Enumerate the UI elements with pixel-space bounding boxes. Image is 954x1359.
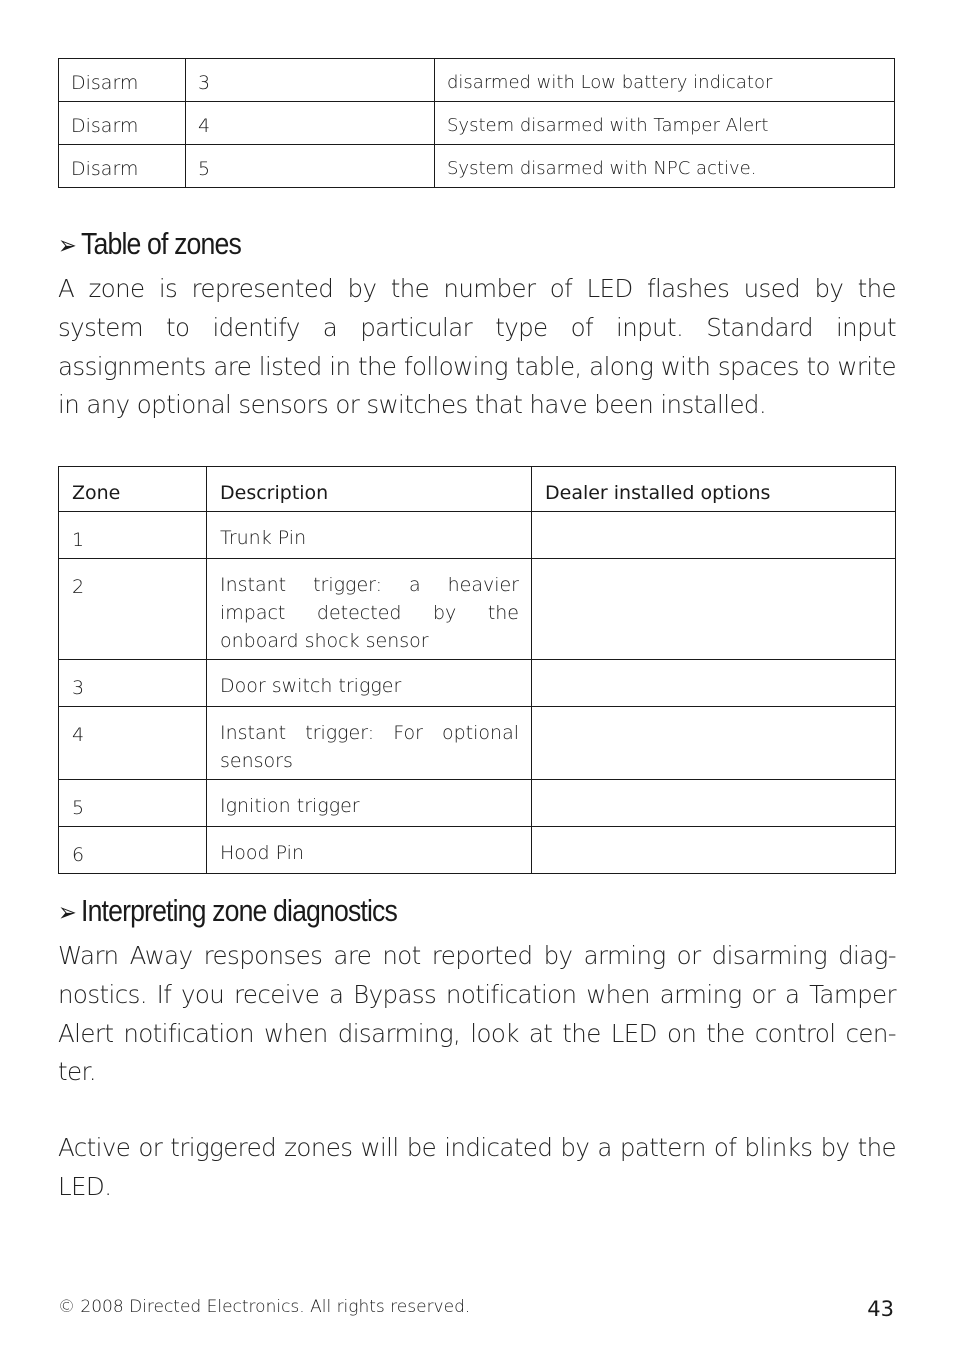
table-row: [59, 559, 896, 660]
zone-description: Hood Pin: [207, 827, 532, 874]
section-title: Table of zones: [81, 226, 241, 261]
table-cell: Disarm: [59, 59, 186, 102]
table-cell: Disarm: [59, 145, 186, 188]
zones-intro-paragraph: A zone is represented by the number of LED flashes used by the system to identify a particular type of input. Standard input assignments are listed in the following table, along with spaces to write in any optional sensors or switches that have been installed.: [58, 274, 896, 420]
dealer-options-cell: [532, 707, 896, 780]
table-row: [59, 102, 895, 145]
zone-number: 2: [59, 559, 207, 660]
table-row: [59, 827, 896, 874]
column-header-description: Description: [207, 467, 532, 512]
column-header-zone: Zone: [59, 467, 207, 512]
table-row: [59, 780, 896, 827]
zone-description: Instant trigger: For optional sensors: [207, 707, 532, 780]
table-cell: 3: [186, 59, 435, 102]
table-cell: System disarmed with Tamper Alert: [435, 102, 895, 145]
dealer-options-cell: [532, 827, 896, 874]
page-number: 43: [867, 1297, 894, 1321]
disarm-diagnostics-table: [58, 58, 895, 188]
zone-number: 1: [59, 512, 207, 559]
table-row: [59, 660, 896, 707]
arrow-bullet-icon: ➢: [58, 230, 76, 260]
table-cell: Disarm: [59, 102, 186, 145]
table-row: [59, 707, 896, 780]
table-row: [59, 145, 895, 188]
blink-pattern-paragraph: Active or triggered zones will be indicated by a pattern of blinks by the LED.: [58, 1133, 896, 1201]
copyright-notice: © 2008 Directed Electronics. All rights reserved.: [58, 1297, 471, 1317]
zone-description: Ignition trigger: [207, 780, 532, 827]
zone-description: Door switch trigger: [207, 660, 532, 707]
zone-number: 3: [59, 660, 207, 707]
diagnostics-paragraph: Warn Away responses are not reported by arming or disarming diag-nostics. If you receive a Bypass notification when arming or a Tamper Alert notification when disarming, look at the LED on the control cen-ter.: [58, 941, 896, 1087]
zone-number: 6: [59, 827, 207, 874]
table-cell: 4: [186, 102, 435, 145]
table-cell: System disarmed with NPC active.: [435, 145, 895, 188]
arrow-bullet-icon: ➢: [58, 897, 76, 927]
zone-description: Trunk Pin: [207, 512, 532, 559]
section-heading-table-of-zones: [58, 226, 241, 262]
zones-table: [58, 466, 896, 874]
section-title: Interpreting zone diagnostics: [81, 893, 397, 928]
zone-number: 5: [59, 780, 207, 827]
dealer-options-cell: [532, 512, 896, 559]
table-header-row: [59, 467, 896, 512]
section-heading-zone-diagnostics: [58, 893, 397, 929]
table-cell: 5: [186, 145, 435, 188]
table-cell: disarmed with Low battery indicator: [435, 59, 895, 102]
dealer-options-cell: [532, 660, 896, 707]
dealer-options-cell: [532, 559, 896, 660]
column-header-dealer-options: Dealer installed options: [532, 467, 896, 512]
dealer-options-cell: [532, 780, 896, 827]
table-row: [59, 512, 896, 559]
zone-number: 4: [59, 707, 207, 780]
table-row: [59, 59, 895, 102]
zone-description: Instant trigger: a heavier impact detected by the onboard shock sensor: [207, 559, 532, 660]
